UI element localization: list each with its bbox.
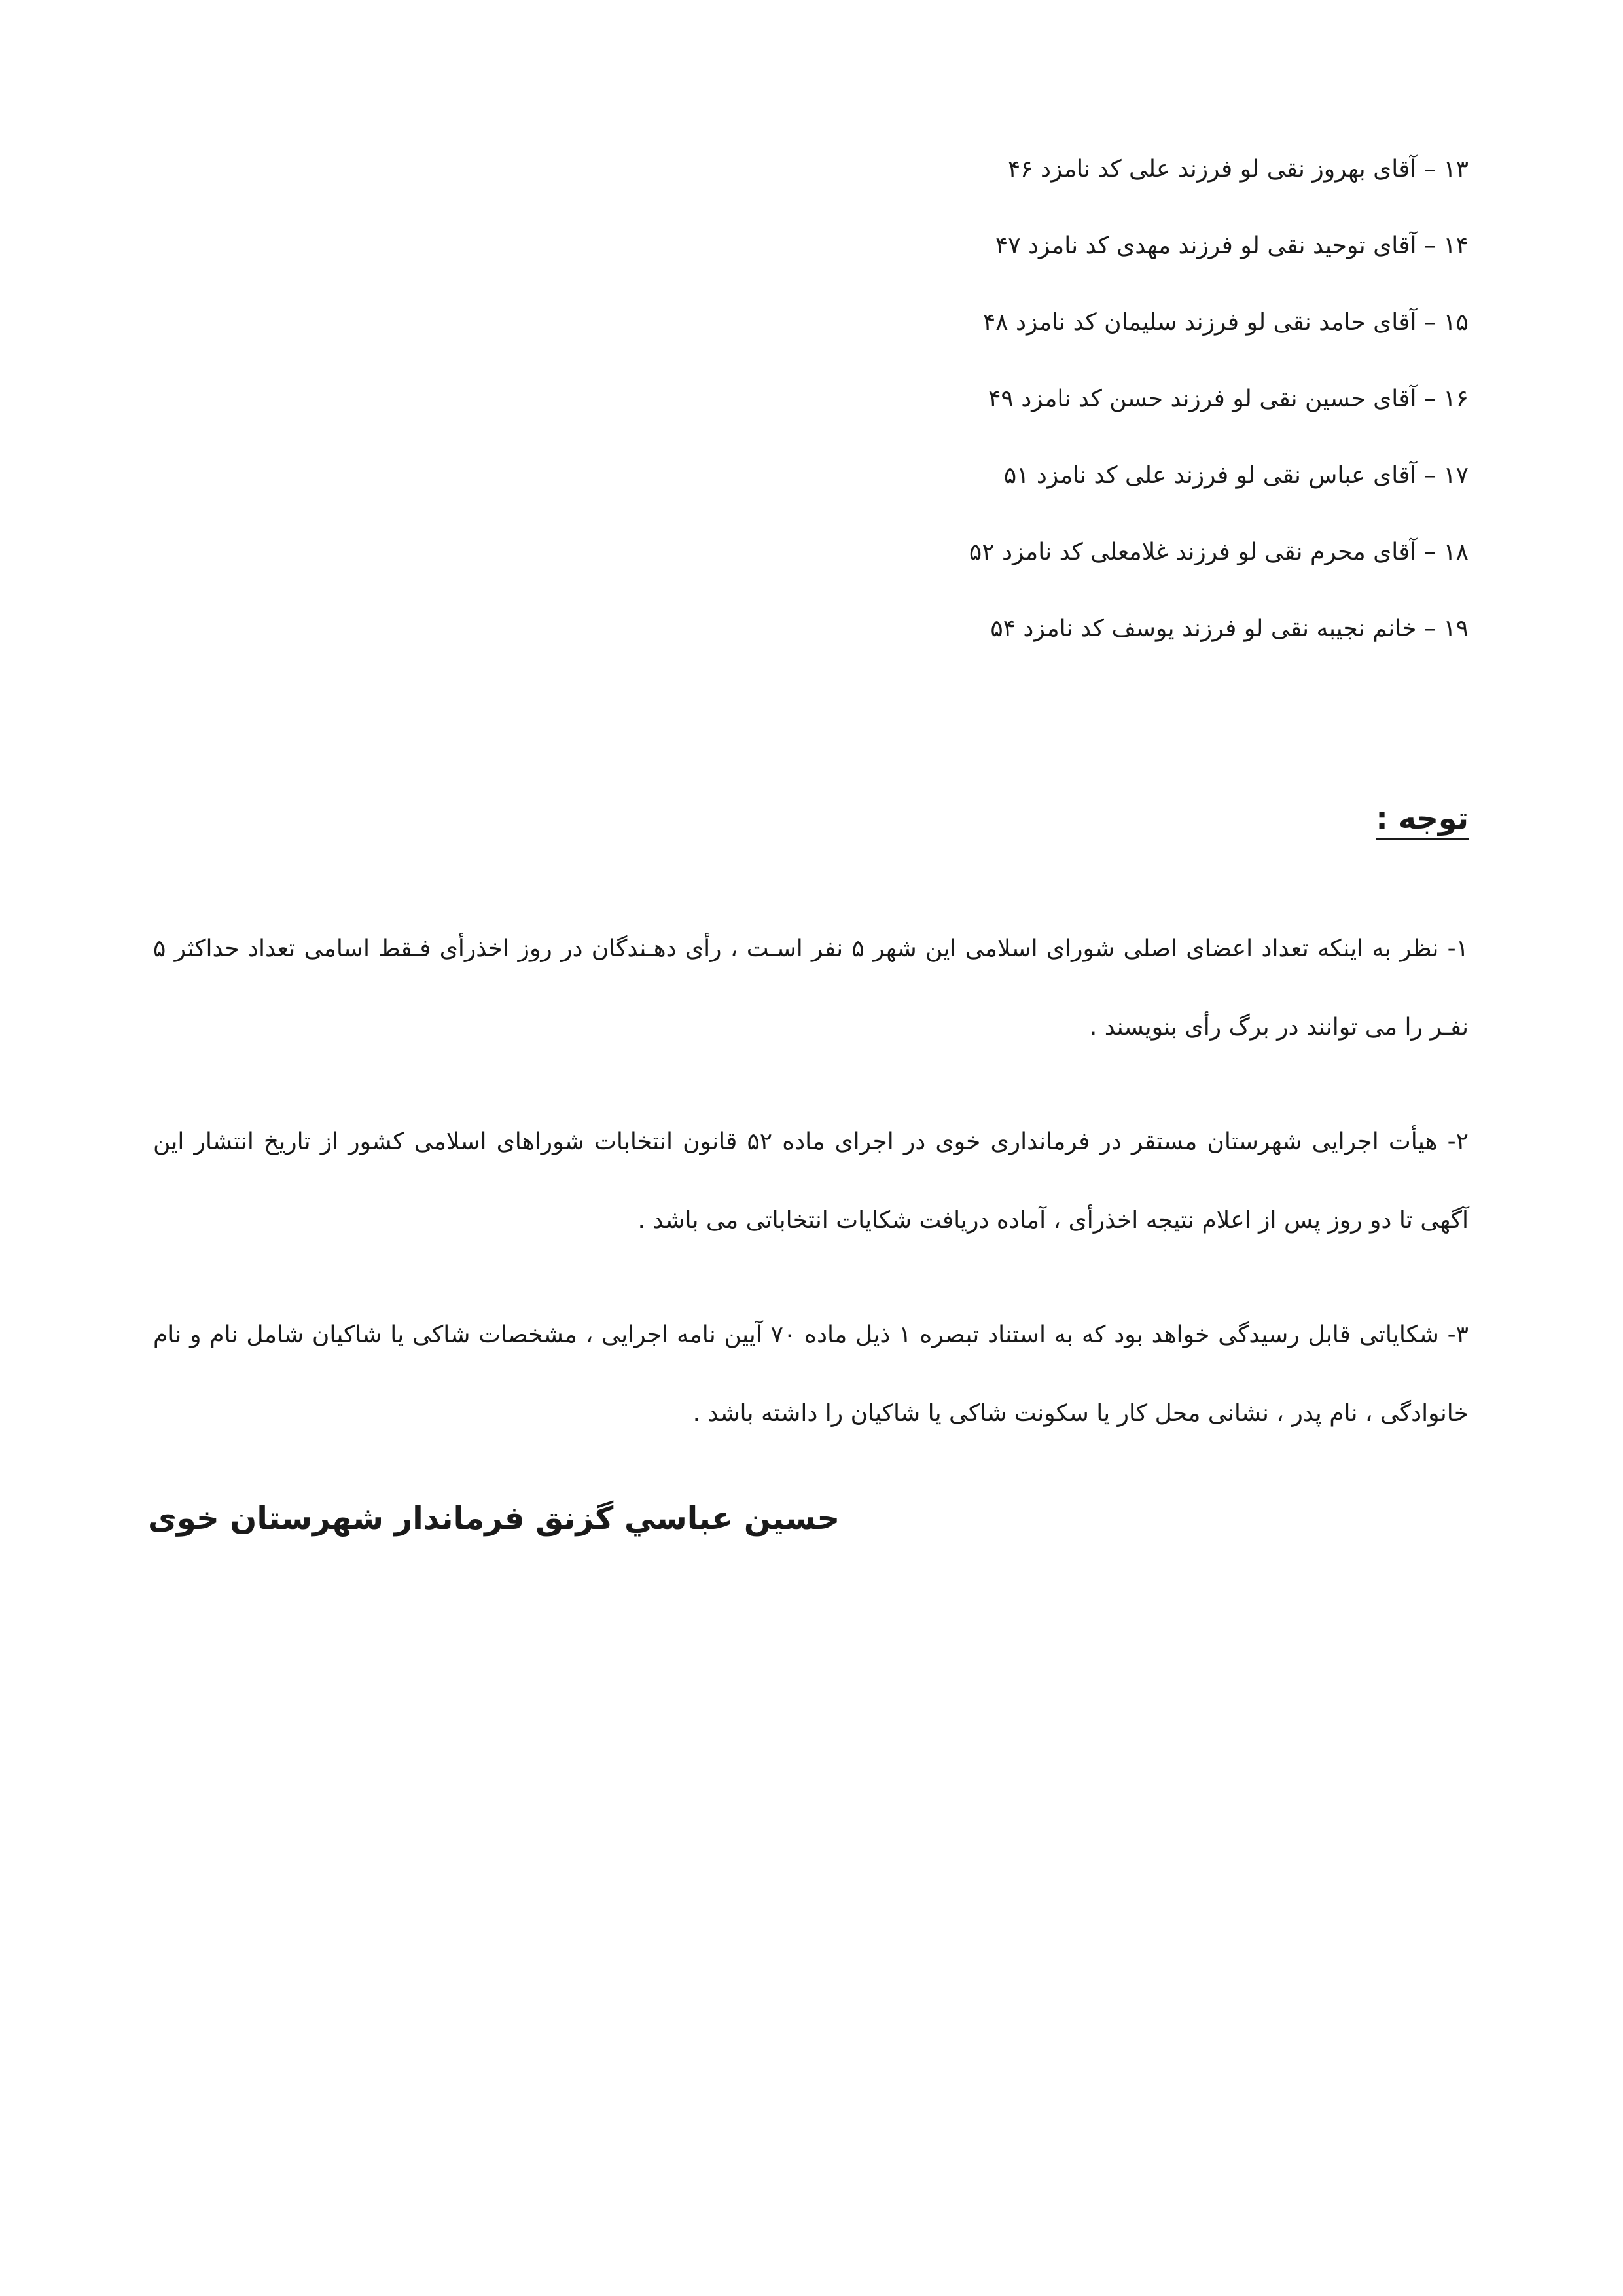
candidate-item: ۱۵ – آقای حامد نقی لو فرزند سلیمان کد نامزد ۴۸ [982, 309, 1469, 336]
notice-heading: توجه : [1376, 800, 1469, 836]
candidate-item: ۱۷ – آقای عباس نقی لو فرزند علی کد نامزد ۵۱ [1003, 462, 1469, 489]
notice-item: ۳- شکایاتی قابل رسیدگی خواهد بود که به استناد تبصره ۱ ذیل ماده ۷۰ آیین نامه اجرایی ، مشخصات شاکی یا شاکیان شامل نام و نام خانوادگی ، نام پدر ، نشانی محل کار یا سکونت شاکی یا شاکیان را داشته باشد . [153, 1321, 1469, 1427]
candidate-item: ۱۴ – آقای توحید نقی لو فرزند مهدی کد نامزد ۴۷ [995, 232, 1469, 259]
candidate-item: ۱۳ – آقای بهروز نقی لو فرزند علی کد نامزد ۴۶ [1007, 156, 1469, 183]
notice-list [153, 910, 1469, 1489]
signature: حسين عباسي گزنق فرماندار شهرستان خوی [148, 1500, 840, 1537]
notice-item: ۲- هیأت اجرایی شهرستان مستقر در فرمانداری خوی در اجرای ماده ۵۲ قانون انتخابات شوراهای اسلامی کشور از تاریخ انتشار این آگهی تا دو روز پس از اعلام نتیجه اخذرأی ، آماده دریافت شکایات انتخاباتی می باشد . [153, 1128, 1469, 1234]
candidate-item: ۱۸ – آقای محرم نقی لو فرزند غلامعلی کد نامزد ۵۲ [969, 539, 1469, 565]
notice-item: ۱- نظر به اینکه تعداد اعضای اصلی شورای اسلامی این شهر ۵ نفر اسـت ، رأی دهـندگان در روز اخذرأی فـقط اسامی تعداد حداکثر ۵ نفـر را می توانند در برگ رأی بنویسند . [153, 935, 1469, 1041]
candidate-item: ۱۶ – آقای حسین نقی لو فرزند حسن کد نامزد ۴۹ [988, 386, 1469, 412]
candidate-item: ۱۹ – خانم نجیبه نقی لو فرزند یوسف کد نامزد ۵۴ [990, 615, 1469, 642]
candidate-list [683, 131, 1469, 667]
